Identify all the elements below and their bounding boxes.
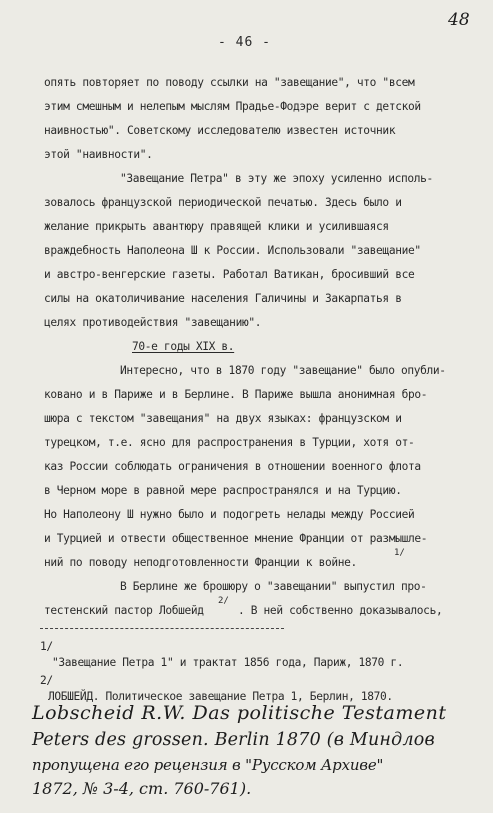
footnote-marker: 1/	[40, 640, 53, 653]
handwritten-line: Peters des grossen. Berlin 1870 (в Миндлов	[32, 730, 435, 750]
text-line: и Турцией и отвести общественное мнение Франции от размышле-	[44, 532, 428, 545]
text-line: шюра с текстом "завещания" на двух языках: французском и	[44, 412, 402, 425]
text-line: целях противодействия "завещанию".	[44, 316, 262, 329]
text-line: ковано и в Париже и в Берлине. В Париже вышла анонимная бро-	[44, 388, 428, 401]
text-line: этой "наивности".	[44, 148, 153, 161]
text-line: Но Наполеону Ш нужно было и подогреть нелады между Россией	[44, 508, 415, 521]
text-line: этим смешным и нелепым мыслям Прадье-Фодэре верит с детской	[44, 100, 421, 113]
text-line: силы на окатоличивание населения Галичины и Закарпатья в	[44, 292, 402, 305]
footnote-text: "Завещание Петра 1" и трактат 1856 года, Париж, 1870 г.	[52, 656, 404, 669]
text-line: зовалось французской периодической печатью. Здесь было и	[44, 196, 402, 209]
text-line: тестенский пастор Лобшейд	[44, 604, 204, 617]
footnote-marker: 2/	[40, 674, 53, 687]
text-line: ний по поводу неподготовленности Франции к войне.	[44, 556, 357, 569]
footnote-ref-1: 1/	[394, 548, 405, 558]
text-line: и австро-венгерские газеты. Работал Ватикан, бросивший все	[44, 268, 415, 281]
footnote-separator	[40, 628, 284, 629]
text-line: опять повторяет по поводу ссылки на "завещание", что "всем	[44, 76, 415, 89]
text-line: . В ней собственно доказывалось,	[238, 604, 443, 617]
text-line: турецком, т.е. ясно для распространения в Турции, хотя от-	[44, 436, 415, 449]
archive-sheet-number: 48	[448, 10, 470, 30]
handwritten-line: Lobscheid R.W. Das politische Testament	[32, 702, 447, 724]
text-line: наивностью". Советскому исследователю известен источник	[44, 124, 396, 137]
footnote-ref-2: 2/	[218, 596, 229, 606]
footnote-text: ЛОБШЕЙД. Политическое завещание Петра 1, Берлин, 1870.	[48, 690, 393, 703]
text-line: Интересно, что в 1870 году "завещание" было опубли-	[120, 364, 446, 377]
text-line: "Завещание Петра" в эту же эпоху усиленно исполь-	[120, 172, 433, 185]
handwritten-line: пропущена его рецензия в "Русском Архиве"	[32, 756, 384, 774]
page-number: - 46 -	[218, 35, 271, 50]
text-line: враждебность Наполеона Ш к России. Использовали "завещание"	[44, 244, 421, 257]
section-heading: 70-е годы XIX в.	[132, 340, 235, 353]
text-line: в Черном море в равной мере распространялся и на Турцию.	[44, 484, 402, 497]
text-line: желание прикрыть авантюру правящей клики и усилившаяся	[44, 220, 389, 233]
text-line: В Берлине же брошюру о "завещании" выпустил про-	[120, 580, 427, 593]
text-line: каз России соблюдать ограничения в отношении военного флота	[44, 460, 421, 473]
handwritten-line: 1872, № 3-4, ст. 760-761).	[32, 779, 252, 798]
